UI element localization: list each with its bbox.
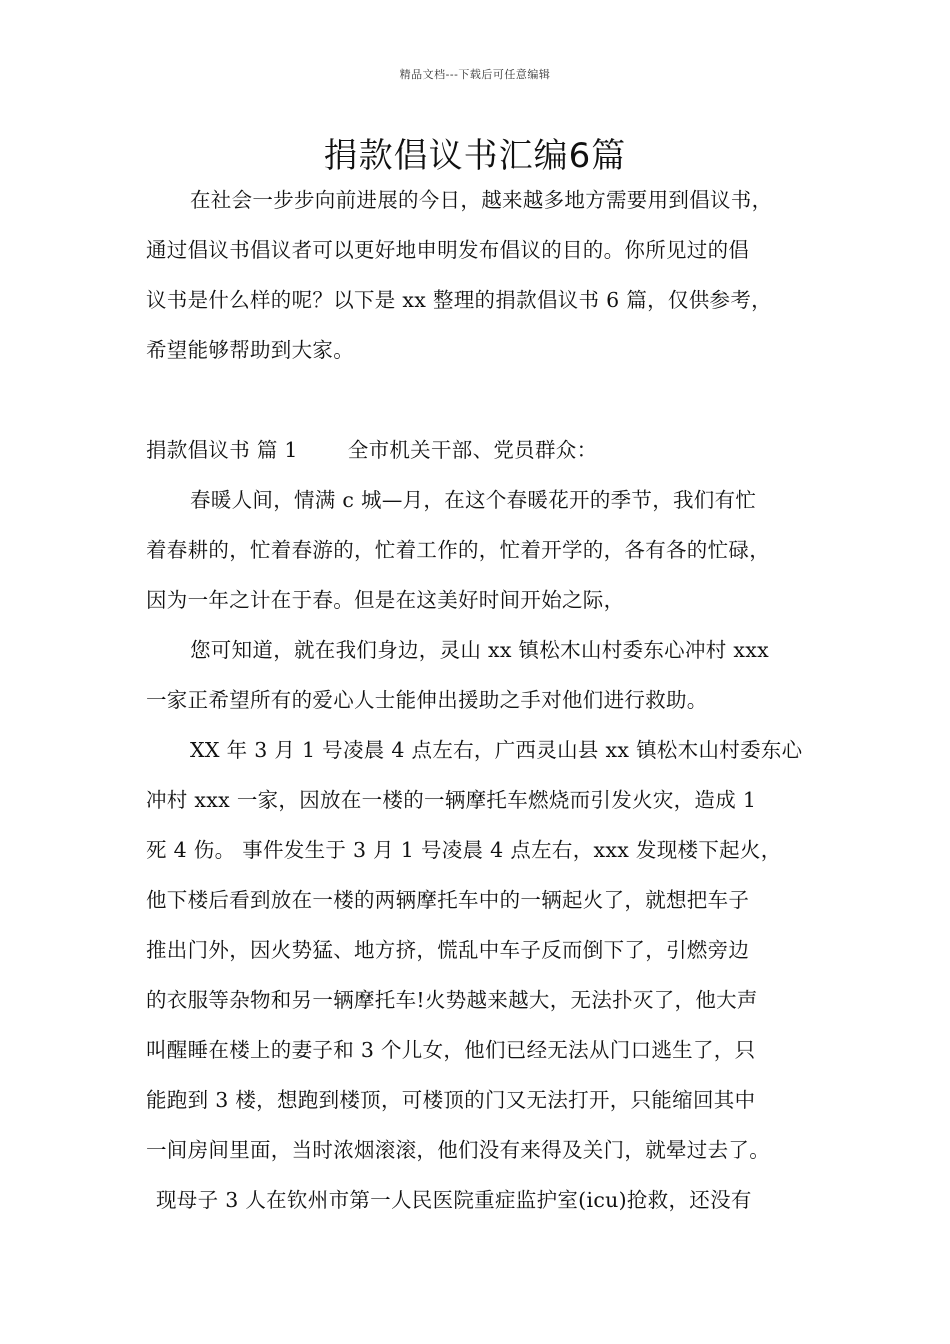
body-line: 死 4 伤。 事件发生于 3 月 1 号凌晨 4 点左右，xxx 发现楼下起火， (146, 838, 782, 862)
body-line: 因为一年之计在于春。但是在这美好时间开始之际， (146, 588, 625, 612)
header-note: 精品文档---下载后可任意编辑 (399, 68, 551, 81)
body-line: 现母子 3 人在钦州市第一人民医院重症监护室(icu)抢救，还没有 (156, 1188, 752, 1212)
intro-line: 通过倡议书倡议者可以更好地申明发布倡议的目的。你所见过的倡 (146, 238, 750, 262)
body-line: XX 年 3 月 1 号凌晨 4 点左右，广西灵山县 xx 镇松木山村委东心 (190, 738, 803, 762)
section-heading-row (146, 436, 597, 464)
body-line: 一间房间里面，当时浓烟滚滚，他们没有来得及关门，就晕过去了。 (146, 1138, 770, 1162)
body-line: 春暖人间，情满 c 城—月，在这个春暖花开的季节，我们有忙 (190, 488, 757, 512)
body-line: 推出门外，因火势猛、地方挤，慌乱中车子反而倒下了，引燃旁边 (146, 938, 750, 962)
intro-line: 在社会一步步向前进展的今日，越来越多地方需要用到倡议书， (190, 188, 773, 212)
document-title: 捐款倡议书汇编6篇 (323, 136, 627, 176)
body-line: 一家正希望所有的爱心人士能伸出援助之手对他们进行救助。 (146, 688, 708, 712)
body-line: 的衣服等杂物和另一辆摩托车!火势越来越大，无法扑灭了，他大声 (146, 988, 758, 1012)
section-heading: 捐款倡议书 篇 1 (146, 438, 298, 462)
body-line: 叫醒睡在楼上的妻子和 3 个儿女，他们已经无法从门口逃生了，只 (146, 1038, 756, 1062)
body-line: 着春耕的，忙着春游的，忙着工作的，忙着开学的，各有各的忙碌， (146, 538, 770, 562)
body-line: 他下楼后看到放在一楼的两辆摩托车中的一辆起火了，就想把车子 (146, 888, 750, 912)
salutation: 全市机关干部、党员群众： (347, 438, 598, 462)
body-line: 能跑到 3 楼，想跑到楼顶，可楼顶的门又无法打开，只能缩回其中 (146, 1088, 756, 1112)
intro-line: 议书是什么样的呢？以下是 xx 整理的捐款倡议书 6 篇，仅供参考， (146, 288, 772, 312)
intro-line: 希望能够帮助到大家。 (146, 338, 354, 362)
body-line: 冲村 xxx 一家，因放在一楼的一辆摩托车燃烧而引发火灾，造成 1 (146, 788, 757, 812)
body-line: 您可知道，就在我们身边，灵山 xx 镇松木山村委东心冲村 xxx (190, 638, 769, 662)
